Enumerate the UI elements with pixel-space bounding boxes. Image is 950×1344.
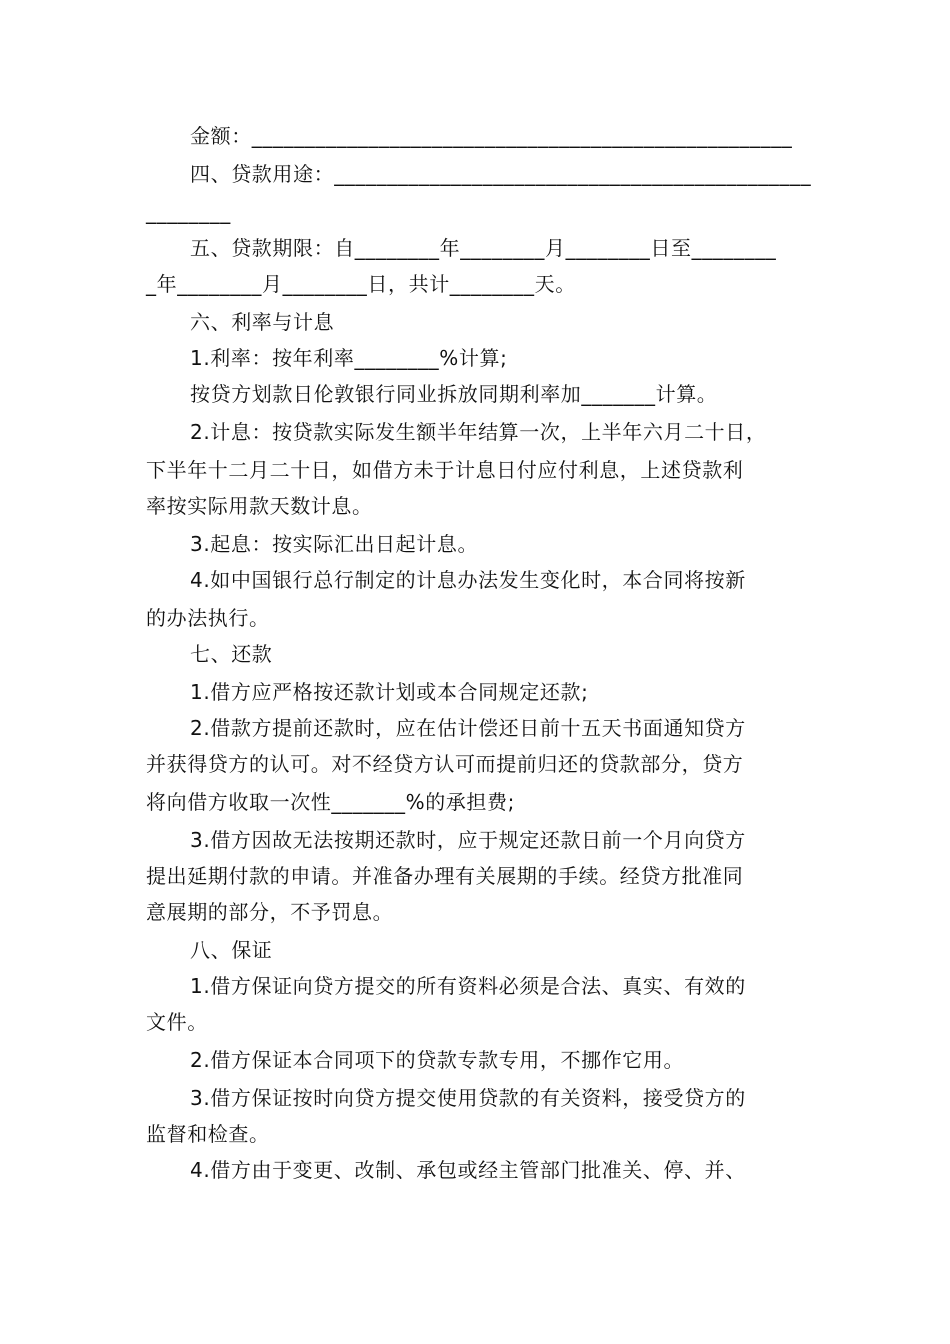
section-heading-guarantee: 八、保证 <box>190 938 273 962</box>
loan-purpose-line: 四、贷款用途：_____________________________________________ <box>190 162 812 186</box>
clause-reporting: 3.借方保证按时向贷方提交使用贷款的有关资料，接受贷方的 <box>190 1086 746 1110</box>
clause-method-change: 4.如中国银行总行制定的计息办法发生变化时，本合同将按新 <box>190 568 746 592</box>
clause-repayment-plan: 1.借方应严格按还款计划或本合同规定还款; <box>190 680 589 704</box>
loan-term-line: 五、贷款期限：自________年________月________日至________ <box>190 236 777 260</box>
section-heading-repayment: 七、还款 <box>190 642 273 666</box>
clause-documents: 1.借方保证向贷方提交的所有资料必须是合法、真实、有效的 <box>190 974 746 998</box>
clause-early-repayment-cont-1: 并获得贷方的认可。对不经贷方认可而提前归还的贷款部分，贷方 <box>146 752 744 776</box>
clause-interest-rate: 1.利率：按年利率________%计算; <box>190 346 508 370</box>
clause-libor-rate: 按贷方划款日伦敦银行同业拆放同期利率加_______计算。 <box>190 382 718 406</box>
clause-extension-cont-2: 意展期的部分，不予罚息。 <box>146 900 394 924</box>
loan-term-continuation: _年________月________日，共计________天。 <box>146 272 576 296</box>
section-heading-interest: 六、利率与计息 <box>190 310 335 334</box>
loan-purpose-continuation: ________ <box>146 200 231 224</box>
clause-dedicated-use: 2.借方保证本合同项下的贷款专款专用，不挪作它用。 <box>190 1048 685 1072</box>
clause-interest-calc: 2.计息：按贷款实际发生额半年结算一次，上半年六月二十日， <box>190 420 767 444</box>
clause-restructuring: 4.借方由于变更、改制、承包或经主管部门批准关、停、并、 <box>190 1158 746 1182</box>
clause-early-repayment-cont-2: 将向借方收取一次性_______%的承担费; <box>146 790 515 814</box>
clause-early-repayment: 2.借款方提前还款时，应在估计偿还日前十五天书面通知贷方 <box>190 716 746 740</box>
clause-reporting-cont: 监督和检查。 <box>146 1122 270 1146</box>
amount-line: 金额：___________________________________________________ <box>190 124 793 148</box>
clause-extension-cont-1: 提出延期付款的申请。并准备办理有关展期的手续。经贷方批准同 <box>146 864 744 888</box>
clause-method-change-cont: 的办法执行。 <box>146 606 270 630</box>
clause-interest-start: 3.起息：按实际汇出日起计息。 <box>190 532 479 556</box>
clause-interest-calc-cont-2: 率按实际用款天数计息。 <box>146 494 373 518</box>
clause-interest-calc-cont-1: 下半年十二月二十日，如借方未于计息日付应付利息，上述贷款利 <box>146 458 744 482</box>
clause-documents-cont: 文件。 <box>146 1010 208 1034</box>
clause-extension: 3.借方因故无法按期还款时，应于规定还款日前一个月向贷方 <box>190 828 746 852</box>
